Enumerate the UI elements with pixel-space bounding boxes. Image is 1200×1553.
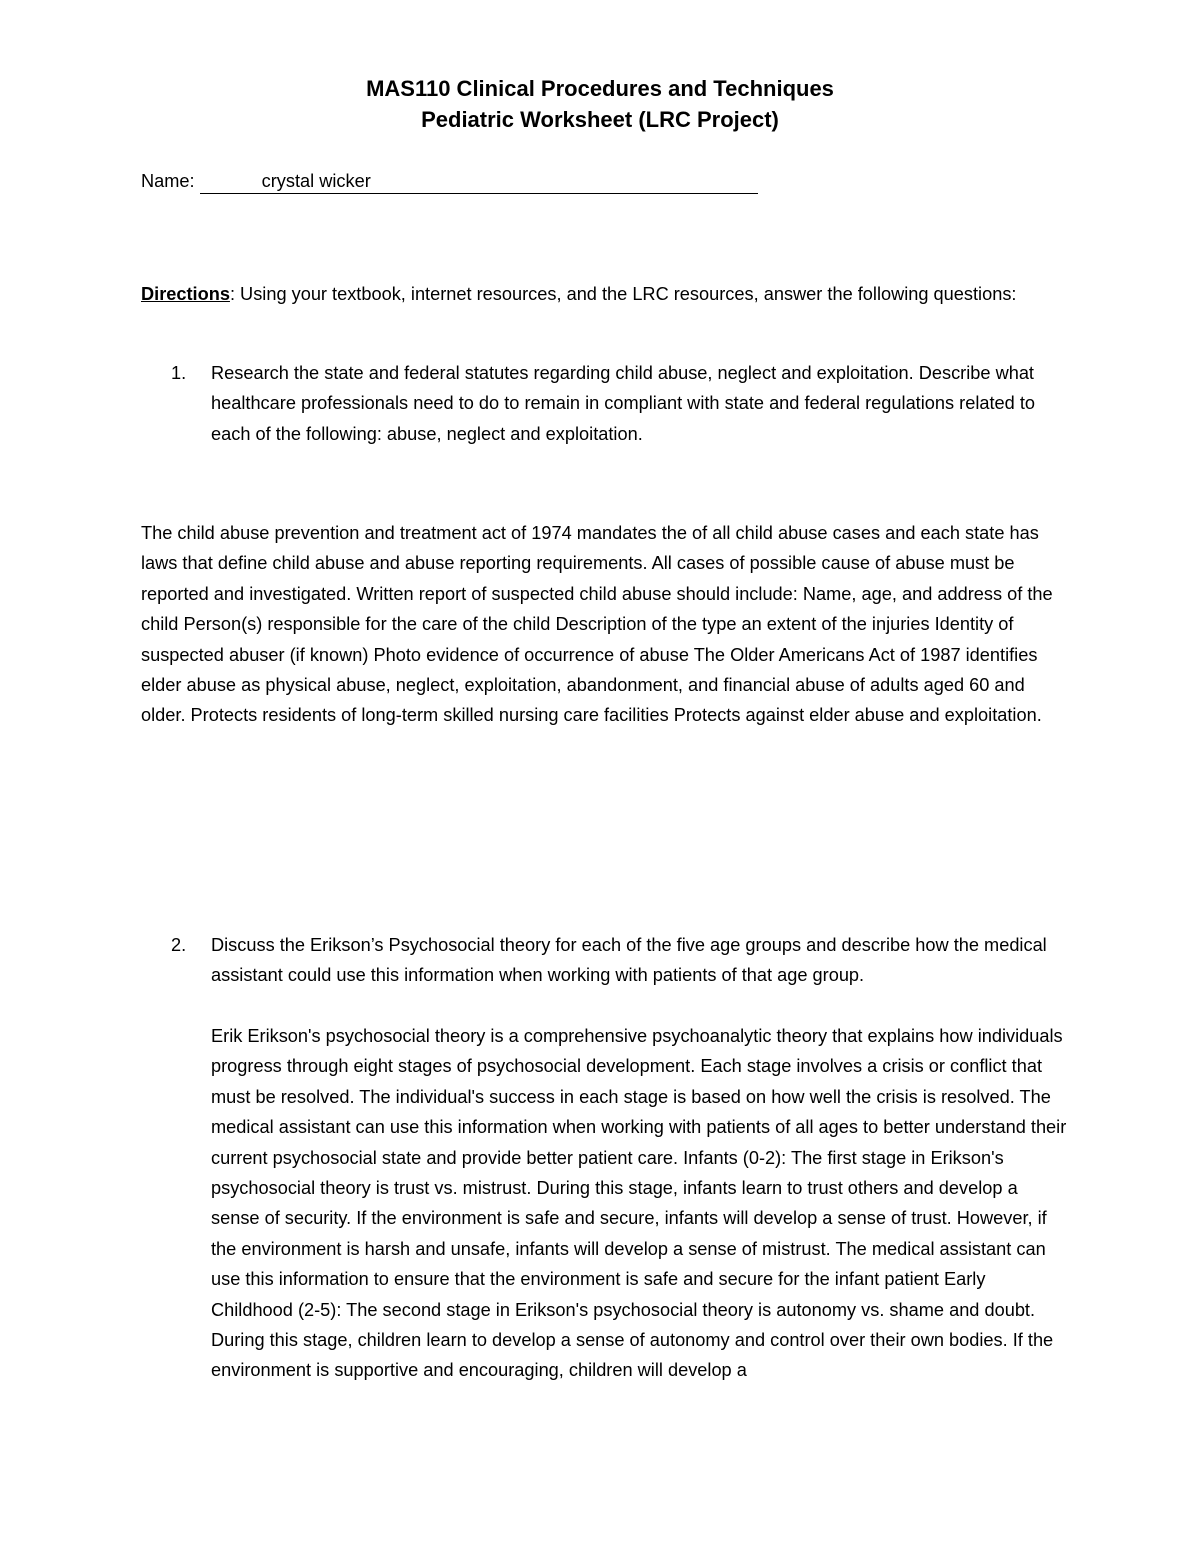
answer-2: Erik Erikson's psychosocial theory is a comprehensive psychoanalytic theory that explains how individuals progress through eight stages of psychosocial development. Each stage involves a crisis or conflict that must be resolved. The individual's success in each stage is based on how well the crisis is resolved. The medical assistant can use this information when working with patients of all ages to better understand their current psychosocial state and provide better patient care. Infants (0-2): The first stage in Erikson's psychosocial theory is trust vs. mistrust. During this stage, infants learn to trust others and develop a sense of security. If the environment is safe and secure, infants will develop a sense of trust. However, if the environment is harsh and unsafe, infants will develop a sense of mistrust. The medical assistant can use this information to ensure that the environment is safe and secure for the infant patient Early Childhood (2-5): The second stage in Erikson's psychosocial theory is autonomy vs. shame and doubt. During this stage, children learn to develop a sense of autonomy and control over their own bodies. If the environment is supportive and encouraging, children will develop a <box>211 1026 1067 1381</box>
question-number: 1. <box>171 363 187 383</box>
directions-label: Directions <box>141 284 230 304</box>
question-number: 2. <box>171 935 187 955</box>
name-row <box>141 166 841 196</box>
course-title: MAS110 Clinical Procedures and Techniques <box>366 76 834 101</box>
directions-text: : Using your textbook, internet resources, and the LRC resources, answer the following questions: <box>229 284 1017 304</box>
document-title <box>0 73 1200 135</box>
directions-paragraph <box>141 279 1021 309</box>
worksheet-title: Pediatric Worksheet (LRC Project) <box>421 107 779 132</box>
name-label: Name: <box>141 171 195 191</box>
question-1 <box>141 358 1076 449</box>
answer-1: The child abuse prevention and treatment act of 1974 mandates the of all child abuse cases and each state has laws that define child abuse and abuse reporting requirements. All cases of possible cause of abuse must be reported and investigated. Written report of suspected child abuse should include: Name, age, and address of the child Person(s) responsible for the care of the child Description of the type an extent of the injuries Identity of suspected abuser (if known) Photo evidence of occurrence of abuse The Older Americans Act of 1987 identifies elder abuse as physical abuse, neglect, exploitation, abandonment, and financial abuse of adults aged 60 and older. Protects residents of long-term skilled nursing care facilities Protects against elder abuse and exploitation. <box>141 523 1053 726</box>
question-text: Research the state and federal statutes regarding child abuse, neglect and exploitation. Describe what healthcare professionals need to do to remain in compliant with state and federal regulations related to each of the following: abuse, neglect and exploitation. <box>211 363 1035 444</box>
name-field: crystal wicker <box>200 169 758 194</box>
question-text: Discuss the Erikson’s Psychosocial theory for each of the five age groups and describe how the medical assistant could use this information when working with patients of that age group. <box>211 935 1047 986</box>
question-2 <box>141 930 1076 991</box>
